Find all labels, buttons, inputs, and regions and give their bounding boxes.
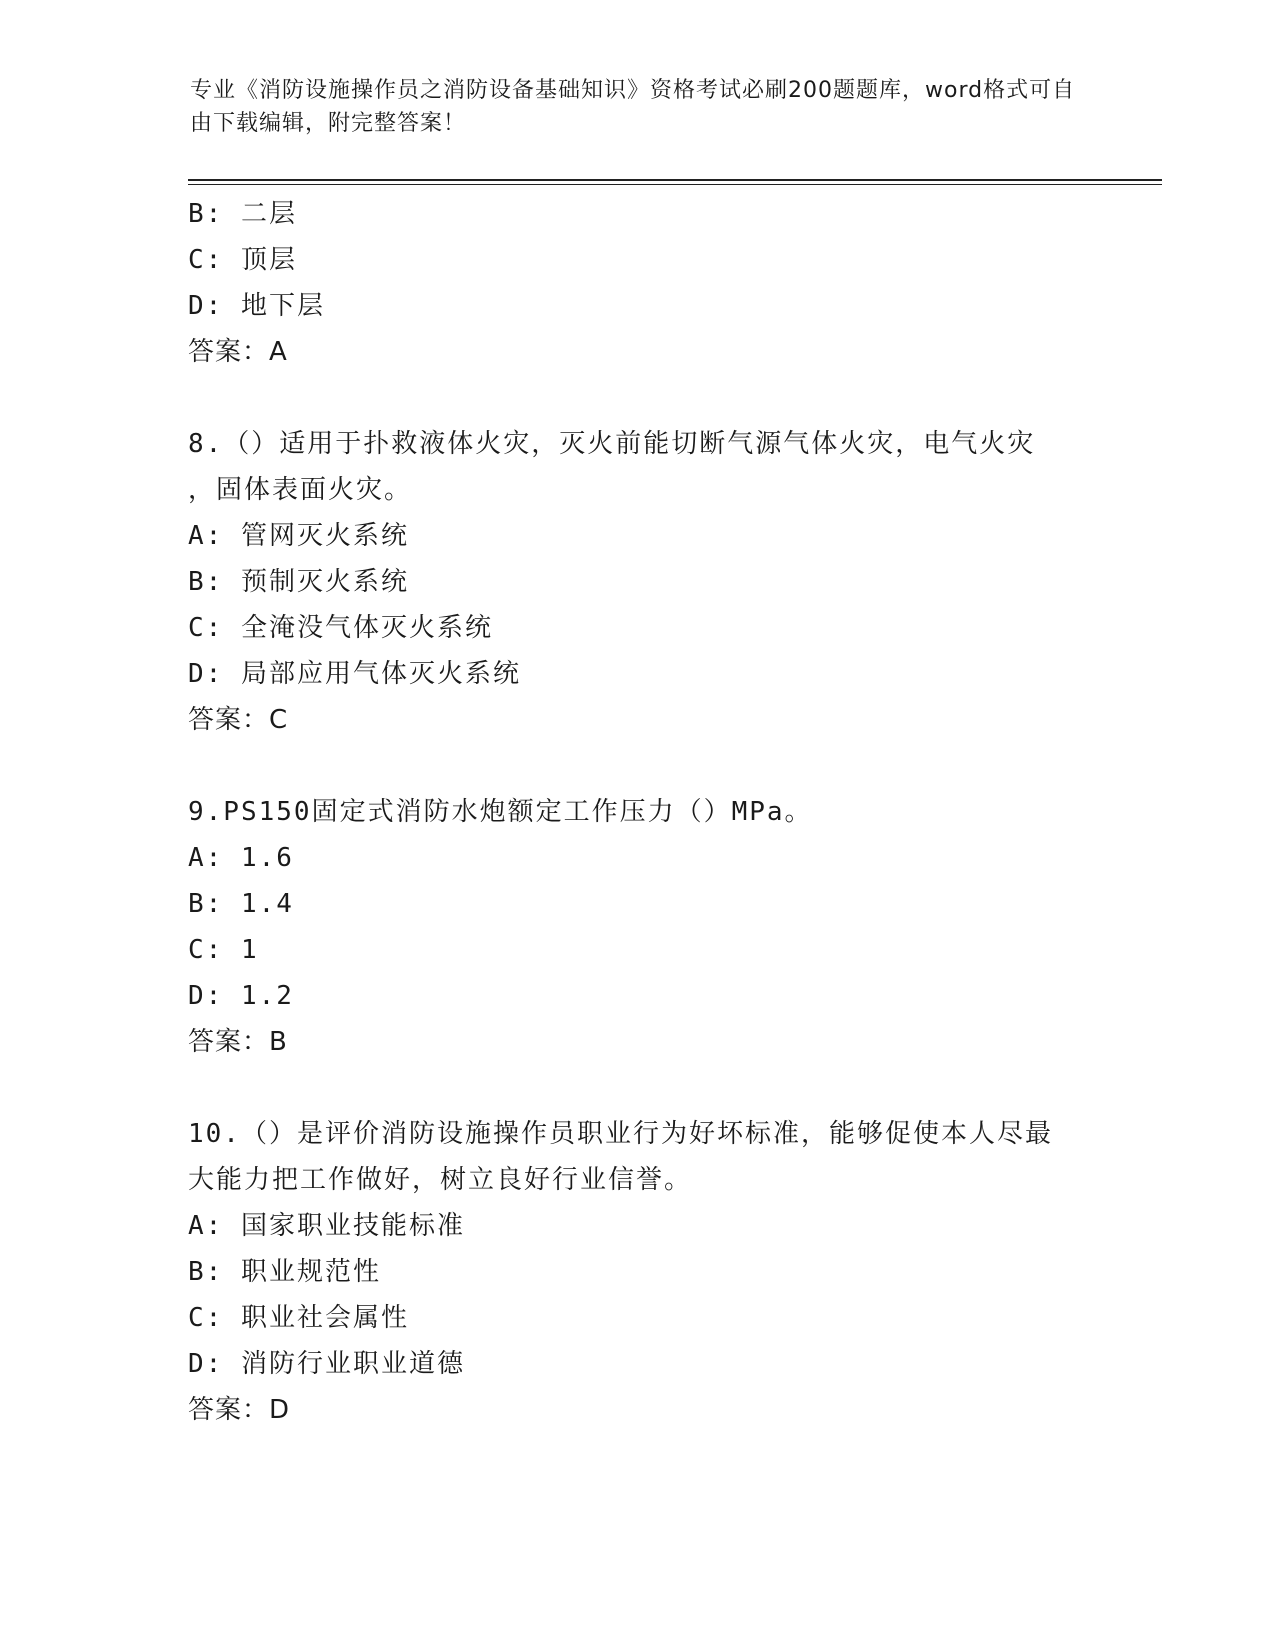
question-stem: [188, 789, 1068, 835]
header-divider-thick: [188, 179, 1162, 181]
question-stem-line: 大能力把工作做好，树立良好行业信誉。: [188, 1165, 693, 1195]
answer-label: 答案：A: [188, 337, 288, 367]
option-a: A: 1.6: [188, 843, 294, 873]
header-divider-thin: [188, 184, 1162, 185]
question-stem: [188, 421, 1068, 513]
option-b: B: 二层: [188, 199, 297, 229]
option-c: C: 顶层: [188, 245, 297, 275]
option-c: C: 全淹没气体灭火系统: [188, 613, 493, 643]
question-7-continued: [188, 191, 1088, 375]
question-9: [188, 789, 1088, 1065]
option-d: D: 消防行业职业道德: [188, 1349, 465, 1379]
option-b: B: 1.4: [188, 889, 294, 919]
question-stem-line: 10.（）是评价消防设施操作员职业行为好坏标准，能够促使本人尽最: [188, 1119, 1053, 1149]
option-b: B: 职业规范性: [188, 1257, 381, 1287]
option-d: D: 局部应用气体灭火系统: [188, 659, 521, 689]
option-a: A: 管网灭火系统: [188, 521, 409, 551]
question-10: [188, 1111, 1088, 1433]
option-d: D: 1.2: [188, 981, 294, 1011]
answer-label: 答案：B: [188, 1027, 288, 1057]
option-b: B: 预制灭火系统: [188, 567, 409, 597]
question-stem-line: 8.（）适用于扑救液体火灾，灭火前能切断气源气体火灾，电气火灾: [188, 429, 1036, 459]
question-stem: [188, 1111, 1068, 1203]
answer-label: 答案：C: [188, 705, 289, 735]
question-stem-line: ，固体表面火灾。: [188, 475, 413, 505]
option-c: C: 职业社会属性: [188, 1303, 409, 1333]
question-stem-line: 9.PS150固定式消防水炮额定工作压力（）MPa。: [188, 797, 813, 827]
option-c: C: 1: [188, 935, 259, 965]
document-header: 专业《消防设施操作员之消防设备基础知识》资格考试必刷200题题库，word格式可自由下载编辑，附完整答案！: [190, 78, 1076, 136]
question-list: [188, 191, 1088, 1433]
option-a: A: 国家职业技能标准: [188, 1211, 465, 1241]
option-d: D: 地下层: [188, 291, 325, 321]
answer-label: 答案：D: [188, 1395, 291, 1425]
question-8: [188, 421, 1088, 743]
